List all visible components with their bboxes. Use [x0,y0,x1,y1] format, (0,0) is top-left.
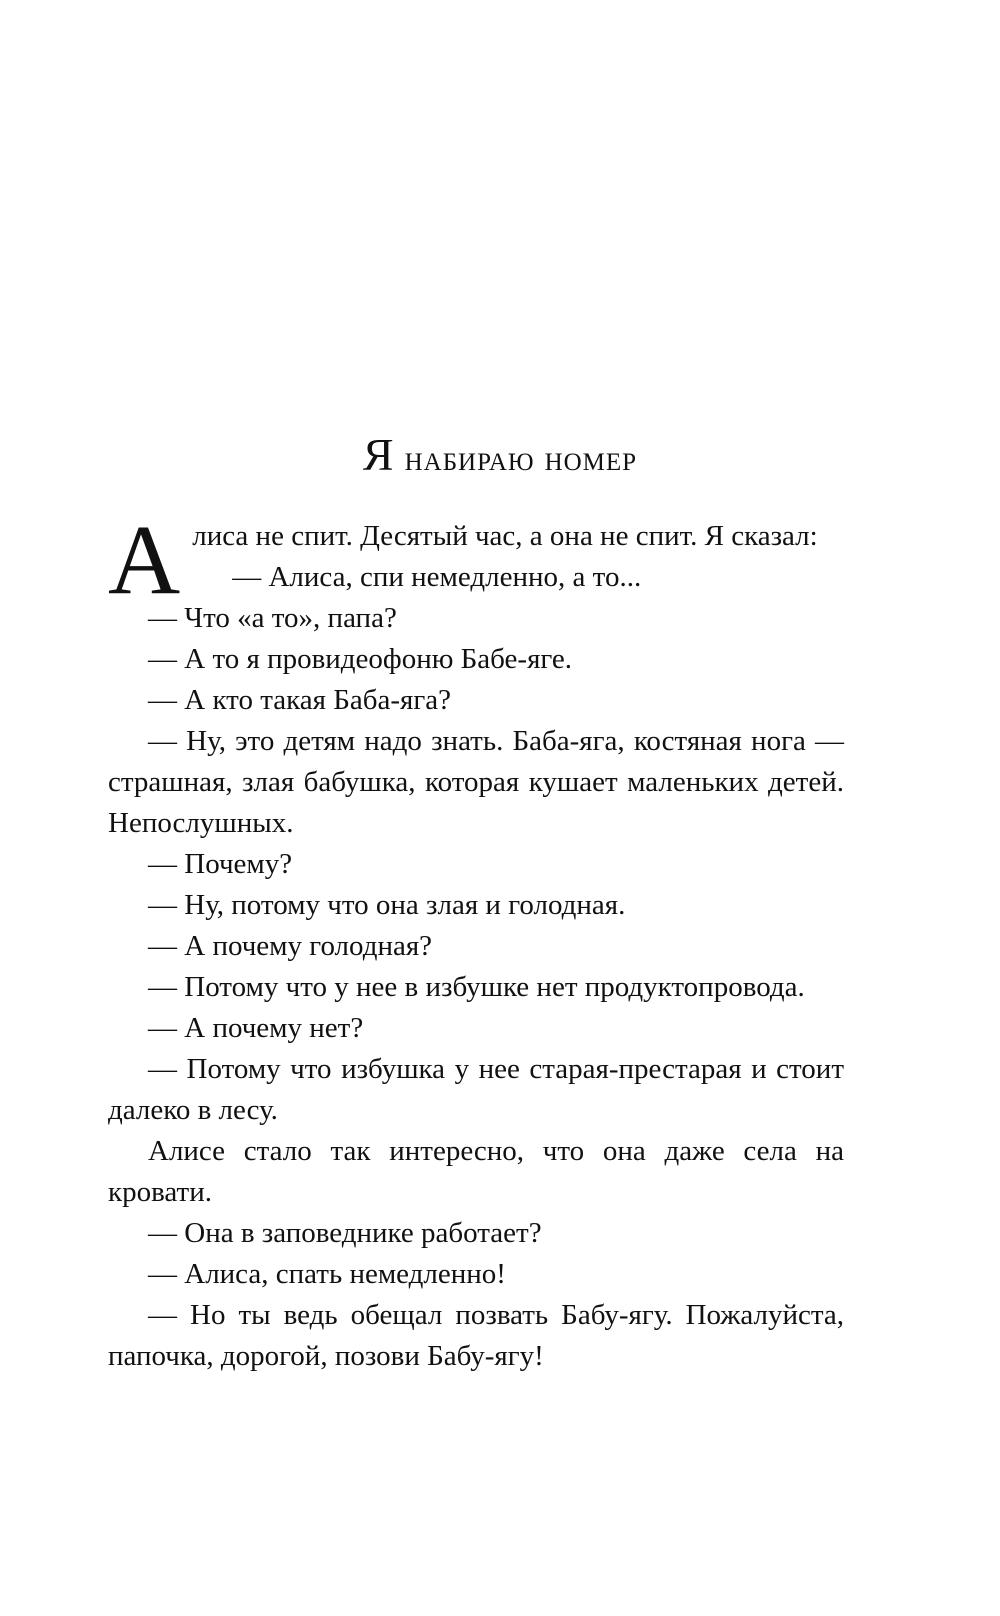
dialogue-line: — Что «а то», папа? [148,602,397,634]
dialogue-line: — Алиса, спать немедленно! [148,1258,506,1290]
dialogue-line: — А кто такая Баба-яга? [148,684,451,716]
dialogue-line: — Ну, потому что она злая и голодная. [148,889,626,921]
dialogue-line: — Почему? [148,848,293,880]
chapter-title-capital: Я [362,429,395,480]
dialogue-line: — Она в заповеднике работает? [148,1217,542,1249]
chapter-title [0,429,1000,480]
paragraph-text: лиса не спит. Десятый час, а она не спит. Я сказал: [192,520,818,552]
dialogue-line: — А почему нет? [148,1012,364,1044]
dialogue-line: — Потому что избушка у нее старая-престарая и стоит далеко в лесу. [108,1053,844,1126]
dialogue-line: — Но ты ведь обещал позвать Бабу-ягу. Пожалуйста, папочка, дорогой, позови Бабу-ягу! [108,1299,844,1372]
dialogue-line: — Потому что у нее в избушке нет продуктопровода. [148,971,805,1003]
body-text [108,504,844,1377]
drop-cap: А [108,504,181,615]
dialogue-line: — А то я провидеофоню Бабе-яге. [148,643,573,675]
chapter-title-text: набираю номер [404,438,638,478]
dialogue-line: — Алиса, спи немедленно, а то... [232,561,642,593]
dialogue-line: — А почему голодная? [148,930,433,962]
dialogue-line: — Ну, это детям надо знать. Баба-яга, костяная нога — страшная, злая бабушка, которая кушает маленьких детей. Непослушных. [108,725,844,839]
narration-paragraph: Алисе стало так интересно, что она даже села на кровати. [108,1135,844,1208]
